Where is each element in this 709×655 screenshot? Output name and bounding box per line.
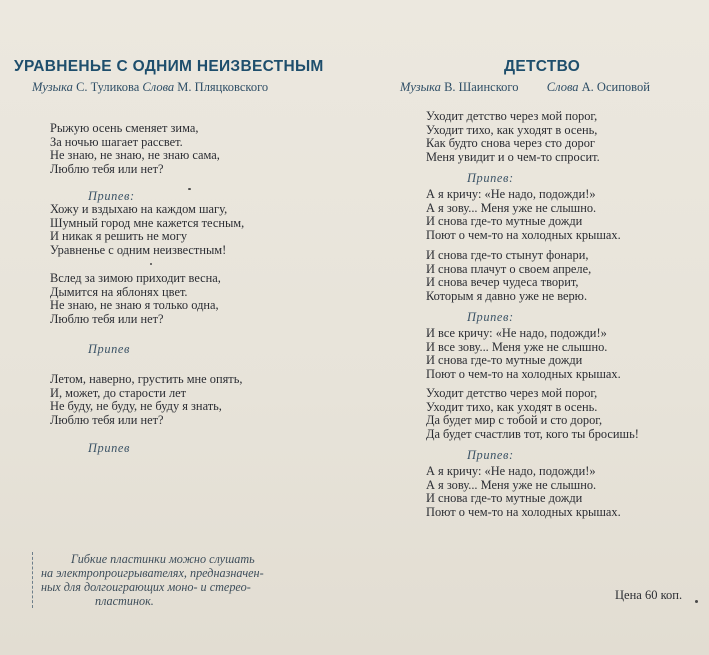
right-refrain-label-1: Припев:: [467, 171, 514, 185]
left-refrain-label-2: Припев: [88, 342, 131, 356]
price-label: Цена 60 коп.: [615, 588, 683, 602]
left-verse-1: [50, 122, 220, 176]
line: А я зову... Меня уже не слышно.: [426, 200, 597, 215]
line: И снова вечер чудеса творит,: [426, 275, 579, 289]
line: За ночью шагает рассвет.: [50, 134, 183, 149]
line: Поют о чем-то на холодных крышах.: [426, 227, 621, 242]
line: И снова где-то мутные дожди: [426, 491, 583, 505]
note-line: Гибкие пластинки можно слушать: [71, 552, 255, 566]
line: И все зову... Меня уже не слышно.: [426, 339, 608, 354]
line: Люблю тебя или нет?: [50, 412, 164, 427]
left-song-title: УРАВНЕНЬЕ С ОДНИМ НЕИЗВЕСТНЫМ: [14, 58, 324, 75]
left-refrain-label-3: Припев: [88, 441, 131, 455]
line: Шумный город мне кажется тесным,: [50, 215, 245, 230]
ink-speck: [188, 188, 191, 190]
note-line: пластинок.: [95, 594, 154, 608]
line: Да будет мир с тобой и сто дорог,: [426, 413, 603, 427]
line: Меня увидит и о чем-то спросит.: [426, 149, 600, 164]
line: И снова где-то мутные дожди: [426, 353, 583, 367]
right-song-credits: [400, 80, 650, 95]
line: Которым я давно уже не верю.: [426, 288, 588, 303]
line: Дымится на яблонях цвет.: [50, 284, 188, 299]
left-verse-3: [50, 373, 242, 427]
ink-speck: [150, 263, 152, 265]
line: А я кричу: «Не надо, подожди!»: [426, 187, 596, 201]
right-music-author: В. Шаинского: [444, 80, 519, 94]
right-refrain-1: [426, 188, 621, 242]
line: Уходит детство через мой порог,: [426, 109, 598, 123]
line: Уравненье с одним неизвестным!: [50, 242, 227, 257]
left-verse-2: [50, 272, 221, 326]
left-words-label: Слова: [142, 80, 175, 94]
line: Уходит детство через мой порог,: [426, 386, 598, 400]
right-verse-2: [426, 249, 591, 303]
line: Не знаю, не знаю, не знаю сама,: [50, 148, 220, 162]
line: А я кричу: «Не надо, подожди!»: [426, 464, 596, 478]
right-words-label: Слова: [546, 80, 579, 94]
right-refrain-3: [426, 465, 621, 519]
left-refrain-label-1: Припев:: [88, 189, 135, 203]
left-song-credits: [32, 80, 268, 95]
line: Не буду, не буду, не буду я знать,: [50, 399, 222, 413]
line: Люблю тебя или нет?: [50, 311, 164, 326]
line: Хожу и вздыхаю на каждом шагу,: [50, 202, 228, 216]
left-music-author: С. Туликова: [76, 80, 140, 94]
line: Как будто снова через сто дорог: [426, 136, 596, 150]
right-refrain-2: [426, 327, 621, 381]
left-music-label: Музыка: [32, 80, 73, 94]
line: Уходит тихо, как уходят в осень.: [426, 399, 598, 414]
line: Не знаю, не знаю я только одна,: [50, 298, 219, 312]
right-verse-3: [426, 387, 639, 441]
line: Да будет счастлив тот, кого ты бросишь!: [426, 426, 639, 441]
note-line: на электропроигрывателях, предназначен-: [41, 566, 264, 580]
right-refrain-label-3: Припев:: [467, 448, 514, 462]
right-refrain-label-2: Припев:: [467, 310, 514, 324]
line: А я зову... Меня уже не слышно.: [426, 477, 597, 492]
line: Вслед за зимою приходит весна,: [50, 271, 221, 285]
line: Уходит тихо, как уходят в осень,: [426, 122, 598, 137]
line: Летом, наверно, грустить мне опять,: [50, 372, 243, 386]
line: И все кричу: «Не надо, подожди!»: [426, 326, 607, 340]
line: Поют о чем-то на холодных крышах.: [426, 504, 621, 519]
line: Рыжую осень сменяет зима,: [50, 121, 199, 135]
right-song-title: ДЕТСТВО: [504, 58, 581, 75]
line: И снова где-то стынут фонари,: [426, 248, 589, 262]
footnote: [32, 552, 341, 608]
ink-speck: [695, 600, 698, 603]
line: И снова где-то мутные дожди: [426, 214, 583, 228]
line: Люблю тебя или нет?: [50, 161, 164, 176]
right-words-author: А. Осиповой: [581, 80, 650, 94]
right-verse-1: [426, 110, 600, 164]
left-words-author: М. Пляцковского: [177, 80, 269, 94]
line: Поют о чем-то на холодных крышах.: [426, 366, 621, 381]
note-line: ных для долгоиграющих моно- и стерео-: [41, 580, 251, 594]
left-refrain: [50, 203, 244, 257]
line: И снова плачут о своем апреле,: [426, 261, 592, 276]
right-music-label: Музыка: [400, 80, 441, 94]
line: И, может, до старости лет: [50, 385, 187, 400]
line: И никак я решить не могу: [50, 229, 188, 243]
